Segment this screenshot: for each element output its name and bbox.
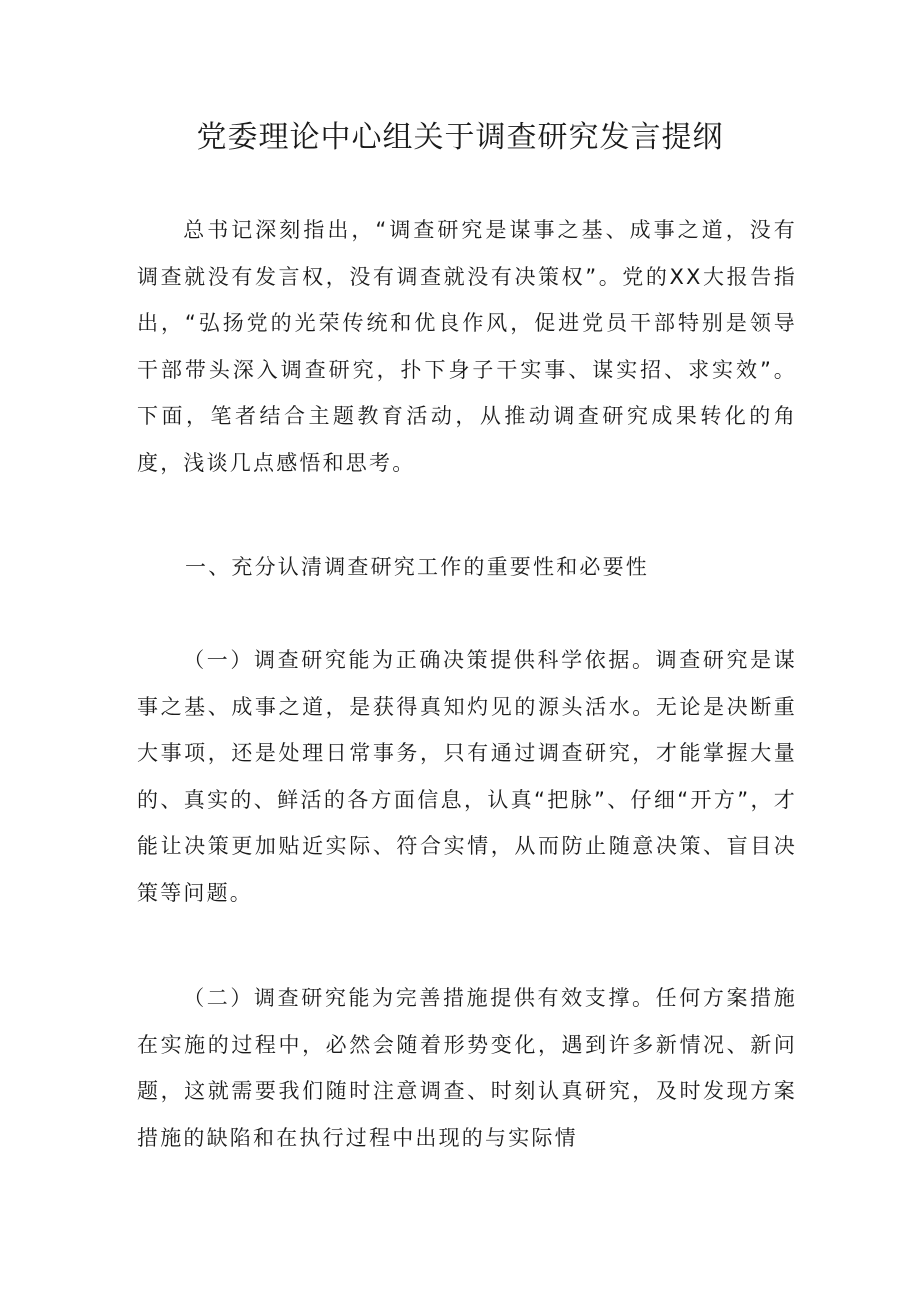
section-heading-1: 一、充分认清调查研究工作的重要性和必要性 — [185, 555, 649, 579]
subsection-paragraph-2: （二）调查研究能为完善措施提供有效支撑。任何方案措施在实施的过程中，必然会随着形势变化，遇到许多新情况、新问题，这就需要我们随时注意调查、时刻认真研究，及时发现方案措施的缺陷和在执行过程中出现的与实际情 — [137, 986, 797, 1150]
document-title: 党委理论中心组关于调查研究发言提纲 — [196, 120, 724, 155]
subsection-paragraph-1: （一）调查研究能为正确决策提供科学依据。调查研究是谋事之基、成事之道，是获得真知灼见的源头活水。无论是决断重大事项，还是处理日常事务，只有通过调查研究，才能掌握大量的、真实的、鲜活的各方面信息，认真“把脉”、仔细“开方”，才能让决策更加贴近实际、符合实情，从而防止随意决策、盲目决策等问题。 — [137, 648, 797, 905]
intro-paragraph: 总书记深刻指出，“调查研究是谋事之基、成事之道，没有调查就没有发言权，没有调查就没有决策权”。党的XX大报告指出，“弘扬党的光荣传统和优良作风，促进党员干部特别是领导干部带头深入调查研究，扑下身子干实事、谋实招、求实效”。下面，笔者结合主题教育活动，从推动调查研究成果转化的角度，浅谈几点感悟和思考。 — [137, 218, 797, 475]
